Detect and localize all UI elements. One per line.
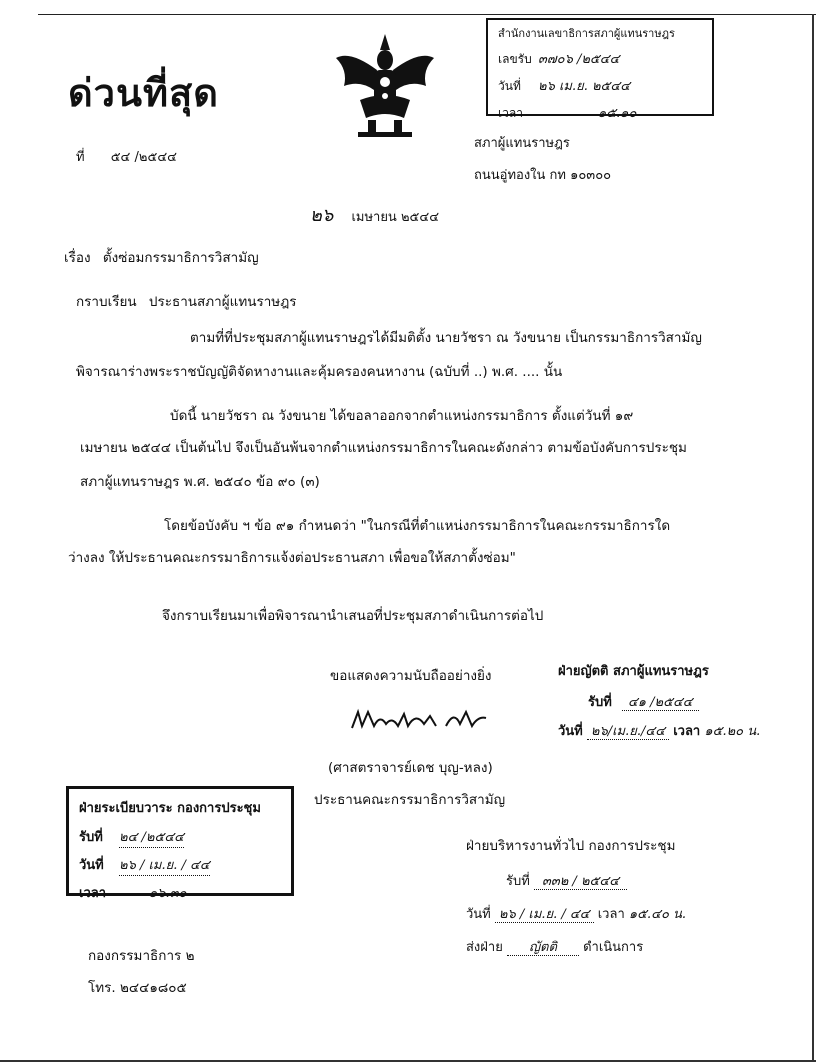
stamp-admin [466, 834, 726, 957]
stamp-admin-send: ส่งฝ่าย ญัตติ ดำเนินการ [466, 940, 644, 955]
stamp-admin-received: รับที่ ๓๓๒ / ๒๕๔๔ [506, 870, 726, 891]
garuda-emblem-icon [330, 30, 440, 142]
closing-regards: ขอแสดงความนับถืออย่างยิ่ง [330, 668, 492, 684]
page-right-border [812, 14, 814, 1062]
stamp-meeting-row: รับที่ ๒๔ /๒๕๔๔ [79, 826, 281, 848]
signer-position: ประธานคณะกรรมาธิการวิสามัญ [314, 792, 506, 808]
sender-address: ถนนอู่ทองใน กท ๑๐๓๐๐ [474, 168, 612, 183]
footer-phone: โทร. ๒๔๔๑๘๐๕ [88, 980, 187, 996]
letter-date: ๒๖ เมษายน ๒๕๔๔ [310, 205, 440, 226]
urgent-label: ด่วนที่สุด [68, 70, 219, 115]
stamp-meeting-row: วันที่ ๒๖ / เม.ย. / ๔๔ [79, 854, 281, 876]
body-p2-line3: สภาผู้แทนราษฎร พ.ศ. ๒๕๔๐ ข้อ ๙๐ (๓) [80, 474, 320, 490]
subject-line: เรื่อง ตั้งซ่อมกรรมาธิการวิสามัญ [64, 250, 259, 266]
stamp-legal-datetime: วันที่ ๒๖/เม.ย./๔๔ เวลา ๑๕.๒๐ น. [558, 724, 761, 739]
stamp-top-title: สำนักงานเลขาธิการสภาผู้แทนราษฎร [498, 27, 675, 40]
stamp-admin-title: ฝ่ายบริหารงานทั่วไป กองการประชุม [466, 838, 676, 854]
stamp-admin-datetime: วันที่ ๒๖ / เม.ย. / ๔๔ เวลา ๑๕.๔๐ น. [466, 907, 687, 922]
stamp-top-row: วันที่ ๒๖ เม.ย. ๒๕๔๔ [498, 79, 631, 94]
receipt-stamp-top [486, 18, 714, 121]
stamp-meeting-row: เวลา ๑๖.๓๐ [79, 886, 187, 901]
body-p2-line2: เมษายน ๒๕๔๔ เป็นต้นไป จึงเป็นอันพ้นจากตำแหน่งกรรมาธิการในคณะดังกล่าว ตามข้อบังคับการประชุม [80, 440, 687, 456]
stamp-meeting-title: ฝ่ายระเบียบวาระ กองการประชุม [79, 801, 261, 816]
doc-number: ที่ ๕๔ /๒๕๔๔ [76, 150, 177, 165]
body-p3-line1: โดยข้อบังคับ ฯ ข้อ ๙๑ กำหนดว่า "ในกรณีที่ตำแหน่งกรรมาธิการในคณะกรรมาธิการใด [164, 518, 671, 534]
stamp-legal [558, 660, 788, 741]
stamp-top-row: เลขรับ ๓๗๐๖ /๒๕๔๔ [498, 52, 620, 67]
sender-org: สภาผู้แทนราษฎร [474, 136, 570, 151]
body-p2-line1: บัดนี้ นายวัชรา ณ วังขนาย ได้ขอลาออกจากตำแหน่งกรรมาธิการ ตั้งแต่วันที่ ๑๙ [170, 408, 634, 424]
body-p4: จึงกราบเรียนมาเพื่อพิจารณานำเสนอที่ประชุมสภาดำเนินการต่อไป [162, 608, 544, 624]
stamp-top-row: เวลา ๑๕.๑๐ [498, 106, 637, 121]
stamp-legal-title: ฝ่ายญัตติ สภาผู้แทนราษฎร [558, 664, 709, 679]
page-top-border [38, 14, 816, 15]
body-p1-line1: ตามที่ที่ประชุมสภาผู้แทนราษฎรได้มีมติตั้ง นายวัชรา ณ วังขนาย เป็นกรรมาธิการวิสามัญ [190, 330, 702, 346]
signature-icon [350, 706, 490, 732]
signer-name: (ศาสตราจารย์เดช บุญ-หลง) [328, 760, 493, 776]
salutation-line: กราบเรียน ประธานสภาผู้แทนราษฎร [76, 294, 297, 310]
stamp-meeting [66, 786, 294, 901]
stamp-legal-received: รับที่ ๔๑ /๒๕๔๔ [588, 691, 788, 712]
body-p3-line2: ว่างลง ให้ประธานคณะกรรมาธิการแจ้งต่อประธานสภา เพื่อขอให้สภาตั้งซ่อม" [68, 550, 516, 566]
body-p1-line2: พิจารณาร่างพระราชบัญญัติจัดหางานและคุ้มครองคนหางาน (ฉบับที่ ..) พ.ศ. .... นั้น [76, 364, 563, 380]
page-bottom-border [0, 1060, 816, 1062]
footer-dept: กองกรรมาธิการ ๒ [88, 948, 195, 964]
